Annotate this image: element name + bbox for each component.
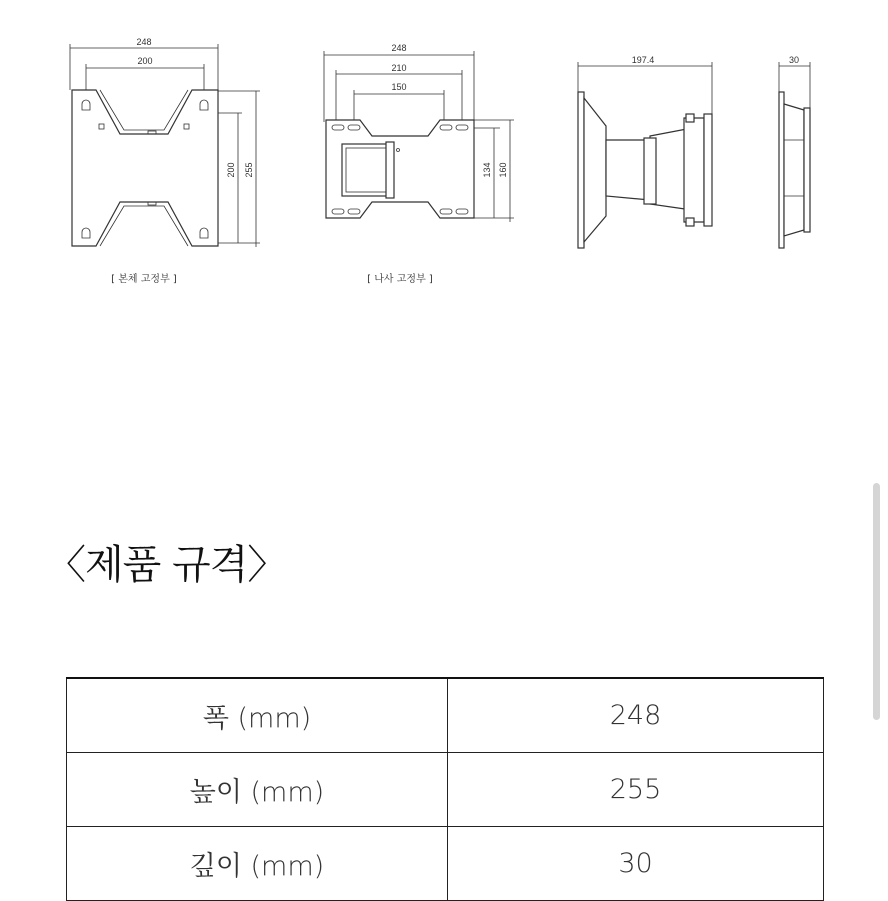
side-dim-30: 30 [788, 55, 800, 65]
screw-dim-height-134: 134 [482, 162, 492, 178]
screw-dim-150: 150 [391, 82, 407, 92]
spec-label-width: 폭 (mm) [67, 678, 448, 753]
body-dim-height-200: 200 [226, 162, 236, 178]
spec-label-height: 높이 (mm) [67, 753, 448, 827]
spec-value-width: 248 [448, 678, 824, 753]
screw-dim-210: 210 [391, 63, 407, 73]
spec-value-depth: 30 [448, 827, 824, 901]
side-view-extended-drawing [578, 55, 712, 248]
body-mount-caption: [ 본체 고정부 ] [111, 274, 177, 285]
section-title-product-specs: 〈제품 규격〉 [46, 542, 287, 588]
screw-mount-drawing [324, 43, 514, 285]
spec-label-depth: 깊이 (mm) [67, 827, 448, 901]
spec-table [66, 677, 824, 901]
body-dim-height-255: 255 [244, 162, 254, 178]
side-view-folded-drawing [779, 55, 810, 248]
screw-dim-248: 248 [391, 43, 407, 53]
table-row [67, 827, 824, 901]
screw-dim-height-160: 160 [498, 162, 508, 178]
spec-value-height: 255 [448, 753, 824, 827]
body-dim-200: 200 [137, 56, 153, 66]
side-dim-197-4: 197.4 [631, 55, 655, 65]
scrollbar-thumb[interactable] [873, 483, 880, 720]
table-row [67, 753, 824, 827]
technical-drawing [0, 0, 888, 300]
body-mount-drawing [70, 37, 260, 285]
table-row [67, 678, 824, 753]
body-dim-248: 248 [136, 37, 152, 47]
screw-mount-caption: [ 나사 고정부 ] [367, 274, 433, 285]
